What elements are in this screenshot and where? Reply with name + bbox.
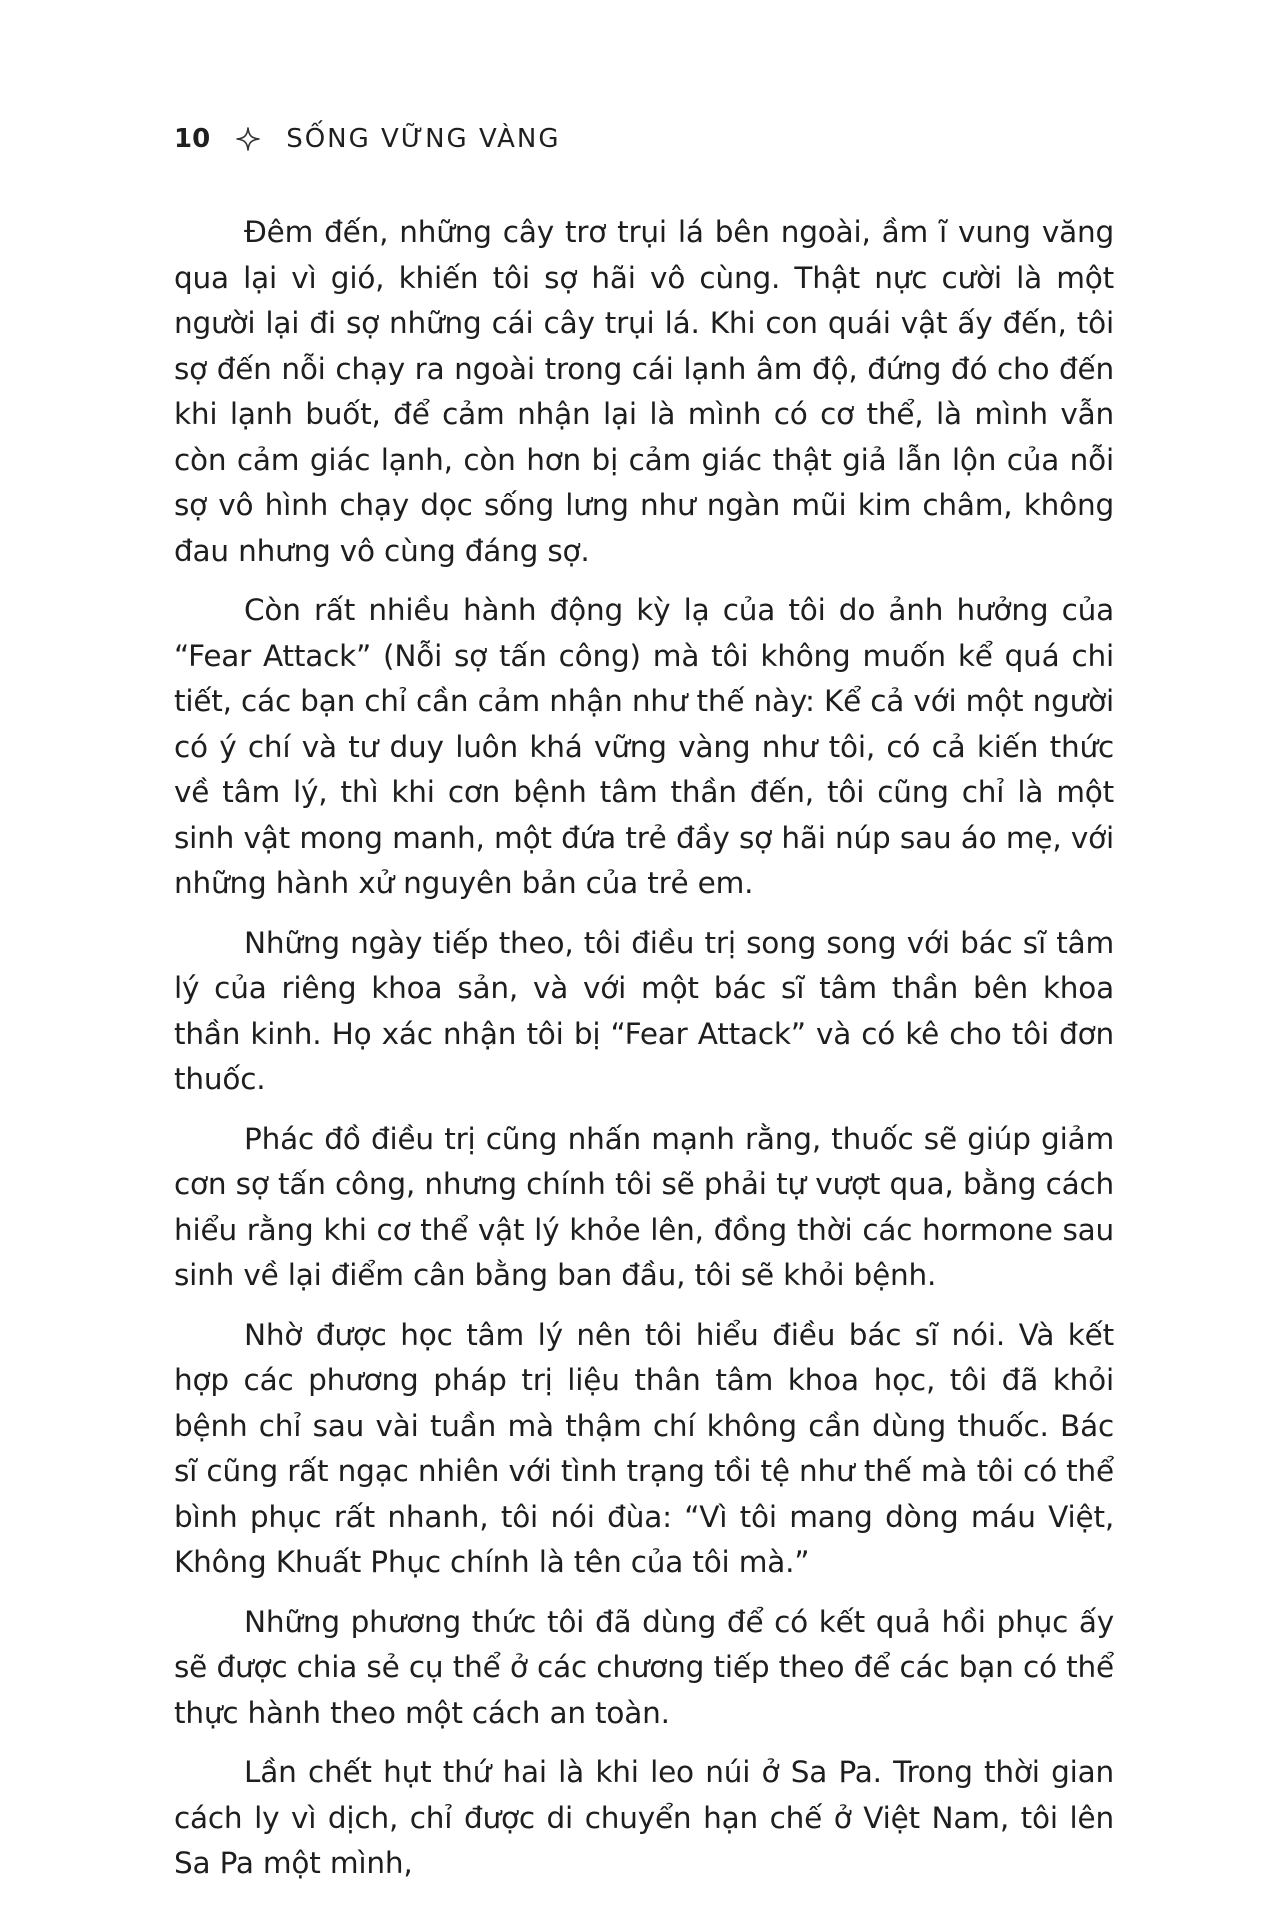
paragraph: Còn rất nhiều hành động kỳ lạ của tôi do ảnh hưởng của “Fear Attack” (Nỗi sợ tấn công) mà tôi không muốn kể quá chi tiết, các bạn chỉ cần cảm nhận như thế này: Kể cả với một người có ý chí và tư duy luôn khá vững vàng như tôi, có cả kiến thức về tâm lý, thì khi cơn bệnh tâm thần đến, tôi cũng chỉ là một sinh vật mong manh, một đứa trẻ đầy sợ hãi núp sau áo mẹ, với những hành xử nguyên bản của trẻ em. [174,593,1114,900]
paragraph: Đêm đến, những cây trơ trụi lá bên ngoài, ầm ĩ vung văng qua lại vì gió, khiến tôi sợ hãi vô cùng. Thật nực cười là một người lại đi sợ những cái cây trụi lá. Khi con quái vật ấy đến, tôi sợ đến nỗi chạy ra ngoài trong cái lạnh âm độ, đứng đó cho đến khi lạnh buốt, để cảm nhận lại là mình có cơ thể, là mình vẫn còn cảm giác lạnh, còn hơn bị cảm giác thật giả lẫn lộn của nỗi sợ vô hình chạy dọc sống lưng như ngàn mũi kim châm, không đau nhưng vô cùng đáng sợ. [174,215,1114,568]
book-title: SỐNG VỮNG VÀNG [286,124,561,154]
paragraph: Nhờ được học tâm lý nên tôi hiểu điều bác sĩ nói. Và kết hợp các phương pháp trị liệu thân tâm khoa học, tôi đã khỏi bệnh chỉ sau vài tuần mà thậm chí không cần dùng thuốc. Bác sĩ cũng rất ngạc nhiên với tình trạng tồi tệ như thế mà tôi có thể bình phục rất nhanh, tôi nói đùa: “Vì tôi mang dòng máu Việt, Không Khuất Phục chính là tên của tôi mà.” [174,1317,1114,1579]
paragraph: Phác đồ điều trị cũng nhấn mạnh rằng, thuốc sẽ giúp giảm cơn sợ tấn công, nhưng chính tôi sẽ phải tự vượt qua, bằng cách hiểu rằng khi cơ thể vật lý khỏe lên, đồng thời các hormone sau sinh về lại điểm cân bằng ban đầu, tôi sẽ khỏi bệnh. [174,1121,1114,1292]
paragraph: Lần chết hụt thứ hai là khi leo núi ở Sa Pa. Trong thời gian cách ly vì dịch, chỉ được di chuyển hạn chế ở Việt Nam, tôi lên Sa Pa một mình, [174,1755,1114,1880]
running-header [174,124,560,154]
paragraph: Những phương thức tôi đã dùng để có kết quả hồi phục ấy sẽ được chia sẻ cụ thể ở các chương tiếp theo để các bạn có thể thực hành theo một cách an toàn. [174,1604,1114,1730]
four-point-star-icon [236,127,260,151]
paragraph: Những ngày tiếp theo, tôi điều trị song song với bác sĩ tâm lý của riêng khoa sản, và với một bác sĩ tâm thần bên khoa thần kinh. Họ xác nhận tôi bị “Fear Attack” và có kê cho tôi đơn thuốc. [174,925,1114,1096]
body-text [174,210,1114,1901]
page-number: 10 [174,124,211,154]
